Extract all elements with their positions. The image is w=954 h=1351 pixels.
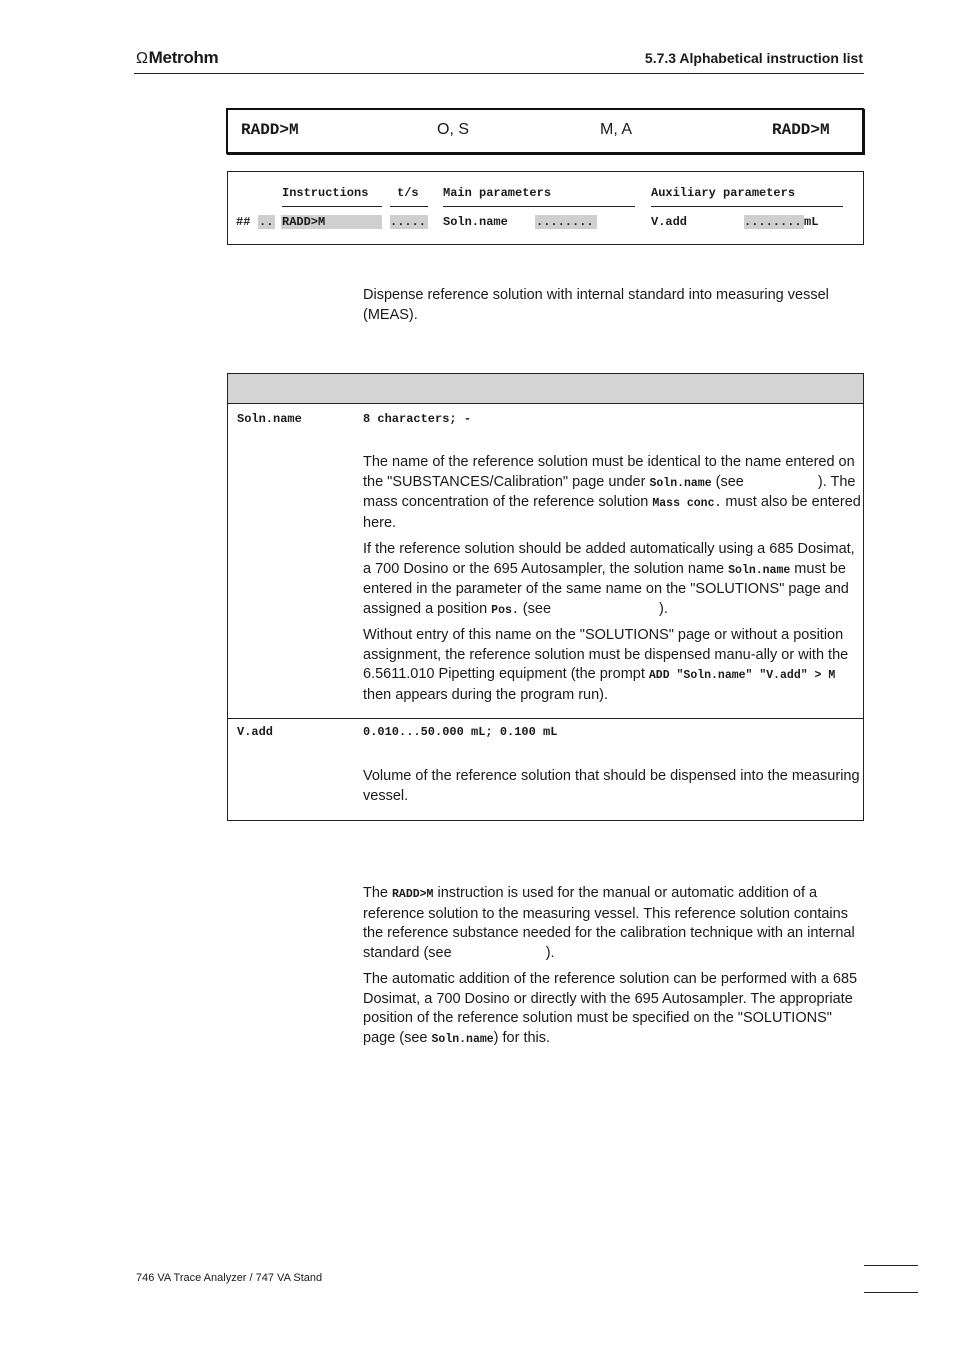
syntax-dots: ..: [259, 215, 274, 229]
parameter-separator: [228, 718, 863, 719]
note-paragraph-1: The RADD>M instruction is used for the manual or automatic addition of a reference solution to the measuring vessel. This reference solution contains the reference substance needed for the calibration technique with an internal standard (see ).: [363, 885, 855, 961]
syntax-ts-dots: .....: [390, 215, 427, 229]
code-pos: Pos.: [491, 603, 519, 617]
header-underline: [443, 206, 635, 207]
footer-rule-bottom: [864, 1292, 918, 1293]
instruction-title-box: [226, 108, 864, 154]
metrohm-logo-icon: Ω: [136, 50, 148, 67]
param-range-soln: 8 characters; -: [363, 412, 472, 426]
header-underline: [390, 206, 428, 207]
param-soln-paragraph-2: If the reference solution should be added automatically using a 685 Dosimat, a 700 Dosino or the 695 Autosampler, the solution name Soln.name must be entered in the parameter of the same name on the "SOLUTIONS" page and assigned a position Pos. (see ).: [363, 541, 855, 617]
brand-logo: [136, 48, 218, 68]
note-paragraph-2: The automatic addition of the reference solution can be performed with a 685 Dosimat, a 700 Dosino or directly with the 695 Autosampler. The appropriate position of the reference solution must be specified on the "SOLUTIONS" page (see Soln.name) for this.: [363, 971, 858, 1046]
param-soln-paragraph-3: Without entry of this name on the "SOLUTIONS" page or without a position assignment, the reference solution must be dispensed manu-ally or with the 6.5611.010 Pipetting equipment (the prompt ADD "Soln.name" "V.add" > M then appears during the program run).: [363, 627, 849, 703]
syntax-box: [227, 171, 864, 245]
code-soln-name: Soln.name: [728, 563, 791, 577]
header-rule: [134, 73, 864, 74]
syntax-header-instructions: Instructions: [282, 186, 369, 200]
code-soln-name: Soln.name: [649, 476, 712, 490]
syntax-instruction: RADD>M: [282, 215, 326, 229]
title-modes-2: M, A: [600, 121, 633, 138]
header-underline: [282, 206, 382, 207]
header-underline: [651, 206, 843, 207]
description: Dispense reference solution with internal standard into measuring vessel (MEAS).: [363, 287, 829, 323]
code-add-prompt: ADD "Soln.name" "V.add" > M: [648, 669, 836, 682]
title-command-left: RADD>M: [241, 121, 299, 139]
syntax-hash: ##: [236, 215, 251, 229]
title-modes-1: O, S: [437, 121, 470, 138]
syntax-header-main: Main parameters: [443, 186, 552, 200]
syntax-main-dots: ........: [536, 215, 594, 229]
parameter-table-header: [228, 374, 863, 404]
footer-text: 746 VA Trace Analyzer / 747 VA Stand: [136, 1272, 323, 1284]
param-name-vadd: V.add: [237, 725, 274, 739]
code-mass-conc: Mass conc.: [652, 497, 722, 510]
param-name-soln: Soln.name: [237, 412, 302, 426]
syntax-header-aux: Auxiliary parameters: [651, 186, 796, 200]
syntax-aux-dots: ........: [744, 215, 802, 229]
syntax-aux-name: V.add: [651, 215, 688, 229]
param-vadd-paragraph: Volume of the reference solution that should be dispensed into the measuring vessel.: [363, 768, 860, 804]
param-soln-paragraph-1: The name of the reference solution must be identical to the name entered on the "SUBSTANCES/Calibration" page under Soln.name (see ). The mass concentration of the reference solution Mass conc. must also be entered here.: [363, 454, 861, 531]
code-radd: RADD>M: [392, 888, 434, 901]
title-command-right: RADD>M: [772, 121, 830, 139]
syntax-main-name: Soln.name: [443, 215, 508, 229]
brand-name: Metrohm: [148, 48, 219, 67]
code-soln-name: Soln.name: [431, 1032, 494, 1046]
param-range-vadd: 0.010...50.000 mL; 0.100 mL: [363, 725, 558, 739]
footer-rule-top: [864, 1265, 918, 1266]
section-title: 5.7.3 Alphabetical instruction list: [644, 50, 863, 66]
syntax-header-ts: t/s: [397, 186, 419, 200]
syntax-aux-unit: mL: [804, 215, 819, 229]
